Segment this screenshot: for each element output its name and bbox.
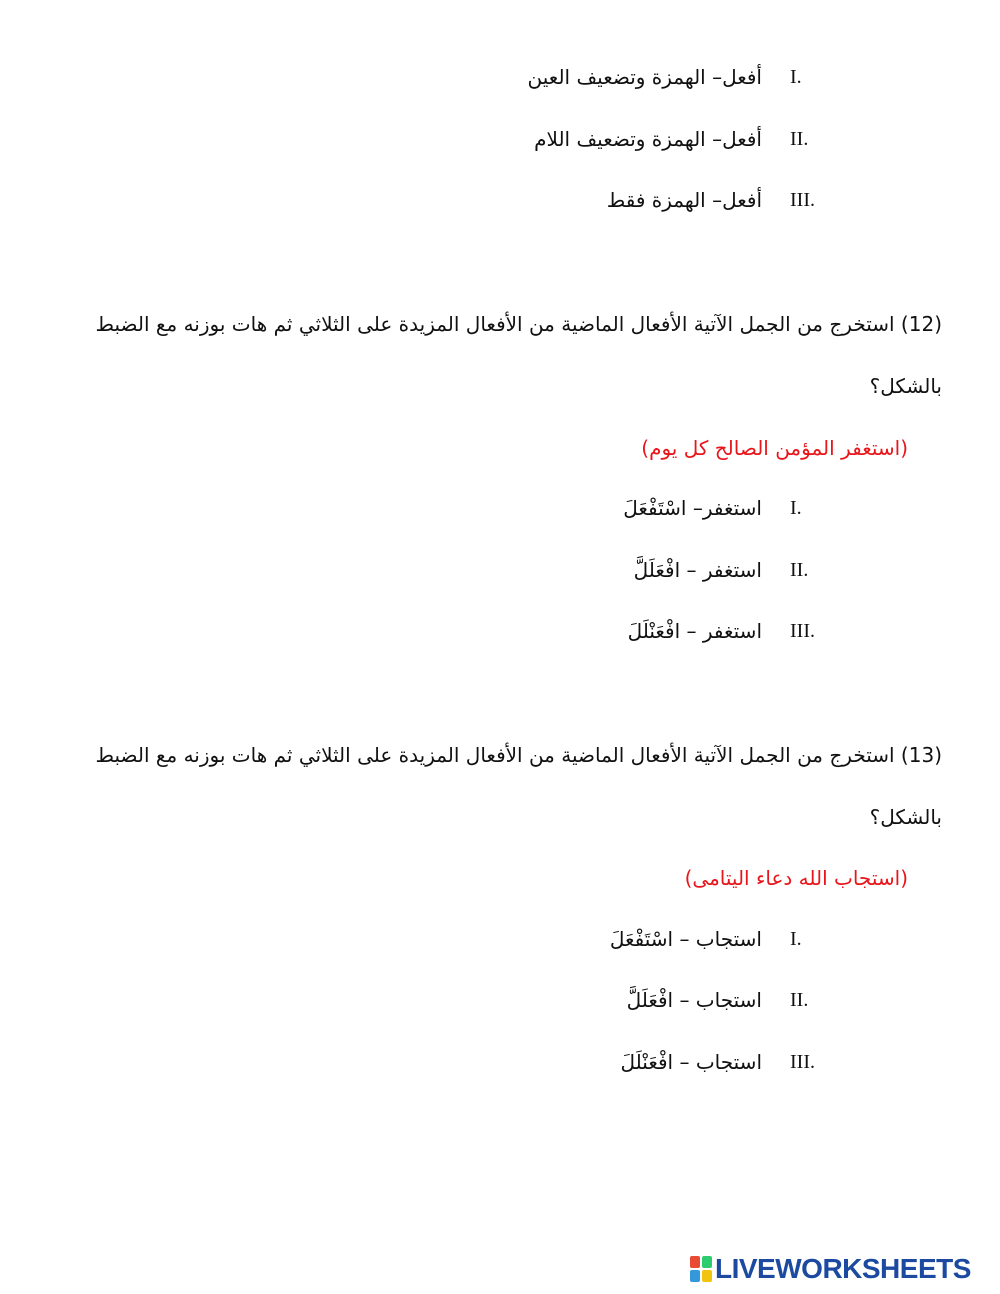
q13-option-2 [490, 980, 820, 1020]
logo-square-yellow [702, 1270, 712, 1282]
logo-square-green [702, 1256, 712, 1268]
q11-option-1 [490, 57, 820, 97]
option-number: I. [790, 497, 802, 519]
q12-option-2 [490, 550, 820, 590]
option-text: استجاب – اسْتَفْعَلَ [609, 927, 762, 951]
option-number: III. [790, 620, 815, 642]
q13-prompt: (13) استخرج من الجمل الآتية الأفعال الماضية من الأفعال المزيدة على الثلاثي ثم هات بوزنه مع الضبط [95, 743, 942, 767]
option-number: I. [790, 928, 802, 950]
q12-prompt-continuation: بالشكل؟ [869, 374, 942, 398]
option-number: II. [790, 989, 809, 1011]
q13-prompt-continuation: بالشكل؟ [869, 805, 942, 829]
q13-option-3 [490, 1042, 820, 1082]
option-number: II. [790, 128, 809, 150]
q13-sentence: (استجاب الله دعاء اليتامى) [684, 866, 908, 890]
liveworksheets-icon [690, 1256, 712, 1282]
q11-option-2 [490, 119, 820, 159]
logo-square-blue [690, 1270, 700, 1282]
q12-option-3 [490, 611, 820, 651]
option-number: III. [790, 189, 815, 211]
q12-option-1 [490, 488, 820, 528]
option-text: أفعل– الهمزة وتضعيف اللام [534, 127, 762, 151]
option-text: استغفر – افْعَلَلَّ [633, 558, 762, 582]
option-text: أفعل– الهمزة فقط [606, 188, 762, 212]
option-text: استغفر– اسْتَفْعَلَ [623, 496, 762, 520]
option-text: استغفر – افْعَنْلَلَ [627, 619, 762, 643]
q12-sentence: (استغفر المؤمن الصالح كل يوم) [641, 436, 908, 460]
option-text: أفعل– الهمزة وتضعيف العين [527, 65, 762, 89]
q12-prompt: (12) استخرج من الجمل الآتية الأفعال الماضية من الأفعال المزيدة على الثلاثي ثم هات بوزنه مع الضبط [95, 312, 942, 336]
option-text: استجاب – افْعَلَلَّ [626, 988, 762, 1012]
brand-name: LIVEWORKSHEETS [715, 1253, 971, 1284]
option-number: III. [790, 1051, 815, 1073]
option-text: استجاب – افْعَنْلَلَ [620, 1050, 762, 1074]
liveworksheets-logo[interactable] [690, 1252, 971, 1286]
logo-square-red [690, 1256, 700, 1268]
option-number: I. [790, 66, 802, 88]
q13-option-1 [490, 919, 820, 959]
option-number: II. [790, 559, 809, 581]
q11-option-3 [490, 180, 820, 220]
